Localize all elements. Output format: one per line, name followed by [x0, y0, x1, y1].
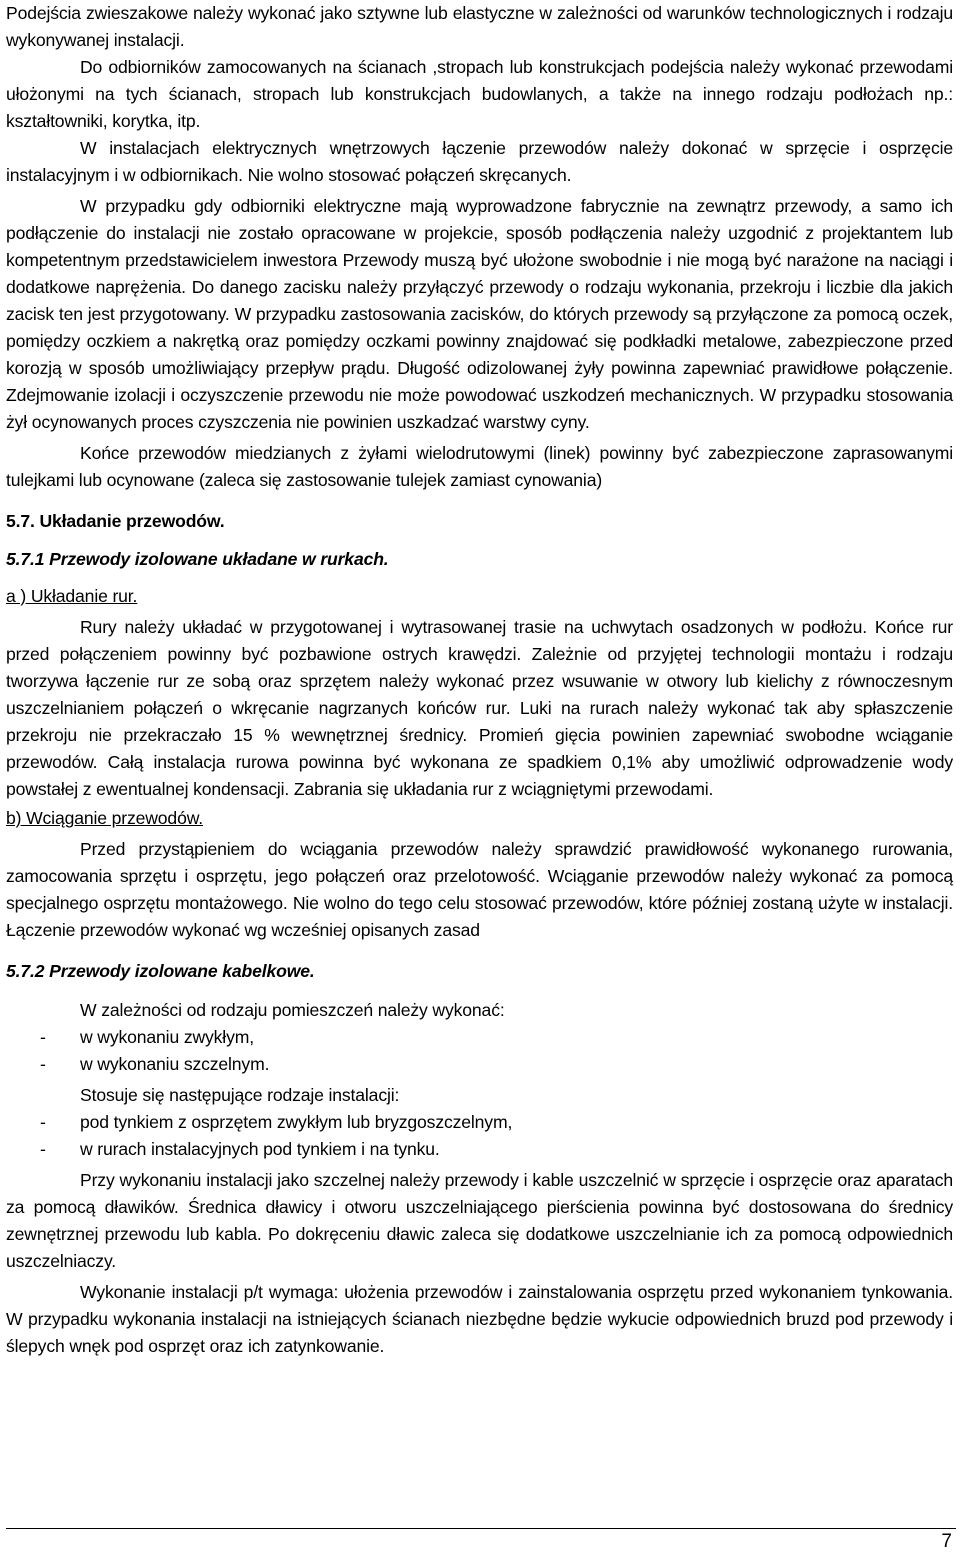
paragraph-wciaganie-przewodow: Przed przystąpieniem do wciągania przewodów należy sprawdzić prawidłowość wykonanego rurowania, zamocowania sprzętu i osprzętu, jego połączeń oraz przelotowość. Wciąganie przewodów należy wykonać za pomocą specjalnego osprzętu montażowego. Nie wolno do tego celu stosować przewodów, które później zostaną użyte w instalacji. Łączenie przewodów wykonać wg wcześniej opisanych zasad — [6, 839, 953, 940]
list-dash: - — [40, 1112, 46, 1132]
list-dash: - — [40, 1139, 46, 1159]
list-dash: - — [40, 1027, 46, 1047]
list-item — [6, 1136, 953, 1163]
paragraph-konce-przewodow: Końce przewodów miedzianych z żyłami wielodrutowymi (linek) powinny być zabezpieczone zaprasowanymi tulejkami lub ocynowane (zaleca się zastosowanie tulejek zamiast cynowania) — [6, 443, 953, 490]
subheading-ukladanie-rur: a ) Układanie rur. — [6, 586, 138, 606]
subheading-wciaganie-przewodow: b) Wciąganie przewodów. — [6, 808, 204, 828]
page-number: 7 — [941, 1531, 952, 1552]
paragraph-podejscia-zwieszakowe: Podejścia zwieszakowe należy wykonać jako sztywne lub elastyczne w zależności od warunków technologicznych i rodzaju wykonywanej instalacji. — [6, 3, 953, 50]
paragraph-w-zaleznosci: W zależności od rodzaju pomieszczeń należy wykonać: — [80, 1000, 505, 1020]
paragraph-podlaczenie-odbiornikow: W przypadku gdy odbiorniki elektryczne mają wyprowadzone fabrycznie na zewnątrz przewody, a samo ich podłączenie do instalacji nie zostało opracowane w projekcie, sposób podłączenia należy uzgodnić z projektantem lub kompetentnym przedstawicielem inwestora Przewody muszą być ułożone swobodnie i nie mogą być narażone na naciągi i dodatkowe naprężenia. Do danego zacisku należy przyłączyć przewody o rodzaju wykonania, przekroju i liczbie dla jakich zacisk ten jest przygotowany. W przypadku zastosowania zacisków, do których przewody są przyłączone za pomocą oczek, pomiędzy oczkiem a nakrętką oraz pomiędzy oczkami powinny znajdować się podkładki metalowe, zabezpieczone przed korozją w sposób umożliwiający przepływ prądu. Długość odizolowanej żyły powinna zapewniać prawidłowe połączenie. Zdejmowanie izolacji i oczyszczenie przewodu nie może powodować uszkodzeń mechanicznych. W przypadku stosowania żył ocynowanych proces czyszczenia nie powinien uszkadzać warstwy cyny. — [6, 196, 953, 432]
paragraph-odbiorniki-zamocowane: Do odbiorników zamocowanych na ścianach ,stropach lub konstrukcjach podejścia należy wykonać przewodami ułożonymi na tych ścianach, stropach lub konstrukcjach budowlanych, a także na innego rodzaju podłożach np.: kształtowniki, korytka, itp. — [6, 57, 953, 131]
list-item — [6, 1109, 953, 1136]
list-item-text: w wykonaniu zwykłym, — [80, 1027, 254, 1047]
paragraph-instalacja-pt: Wykonanie instalacji p/t wymaga: ułożenia przewodów i zainstalowania osprzętu przed wykonaniem tynkowania. W przypadku wykonania instalacji na istniejących ścianach niezbędne będzie wykucie odpowiednich bruzd pod przewody i ślepych wnęk pod osprzęt oraz ich zatynkowanie. — [6, 1282, 953, 1356]
list-rodzaje-instalacji — [6, 1109, 953, 1163]
subsection-heading-5-7-1: 5.7.1 Przewody izolowane układane w rurkach. — [6, 549, 389, 569]
paragraph-rodzaje-instalacji: Stosuje się następujące rodzaje instalacji: — [80, 1085, 400, 1105]
list-wykonanie — [6, 1024, 953, 1078]
list-item-text: w wykonaniu szczelnym. — [80, 1054, 270, 1074]
list-item — [6, 1051, 953, 1078]
paragraph-ukladanie-rur: Rury należy układać w przygotowanej i wytrasowanej trasie na uchwytach osadzonych w podłożu. Końce rur przed połączeniem powinny być pozbawione ostrych krawędzi. Zależnie od przyjętej technologii montażu i rodzaju tworzywa łączenie rur ze sobą oraz sprzętem należy wykonać przez wsuwanie w otwory lub kielichy z równoczesnym uszczelnianiem połączeń o wkręcanie nagrzanych końców rur. Luki na rurach należy wykonać tak aby spłaszczenie przekroju nie przekraczało 15 % wewnętrznej średnicy. Promień gięcia powinien zapewniać swobodne wciąganie przewodów. Całą instalacja rurowa powinna być wykonana ze spadkiem 0,1% aby umożliwić odprowadzenie wody powstałej z ewentualnej kondensacji. Zabrania się układania rur z wciągniętymi przewodami. — [6, 617, 953, 799]
subsection-heading-5-7-2: 5.7.2 Przewody izolowane kabelkowe. — [6, 961, 315, 981]
list-item-text: w rurach instalacyjnych pod tynkiem i na tynku. — [80, 1139, 440, 1159]
footer-divider — [6, 1528, 956, 1529]
list-item — [6, 1024, 953, 1051]
section-heading-5-7: 5.7. Układanie przewodów. — [6, 511, 225, 531]
document-page — [6, 0, 953, 1360]
paragraph-instalacja-szczelna: Przy wykonaniu instalacji jako szczelnej należy przewody i kable uszczelnić w sprzęcie i osprzęcie oraz aparatach za pomocą dławików. Średnica dławicy i otworu uszczelniającego pierścienia powinna być dostosowana do średnicy zewnętrznej przewodu lub kabla. Po dokręceniu dławic zaleca się dodatkowe uszczelnianie ich za pomocą odpowiednich uszczelniaczy. — [6, 1170, 953, 1271]
list-dash: - — [40, 1054, 46, 1074]
paragraph-laczenie-przewodow: W instalacjach elektrycznych wnętrzowych łączenie przewodów należy dokonać w sprzęcie i osprzęcie instalacyjnym i w odbiornikach. Nie wolno stosować połączeń skręcanych. — [6, 138, 953, 185]
list-item-text: pod tynkiem z osprzętem zwykłym lub bryzgoszczelnym, — [80, 1112, 513, 1132]
